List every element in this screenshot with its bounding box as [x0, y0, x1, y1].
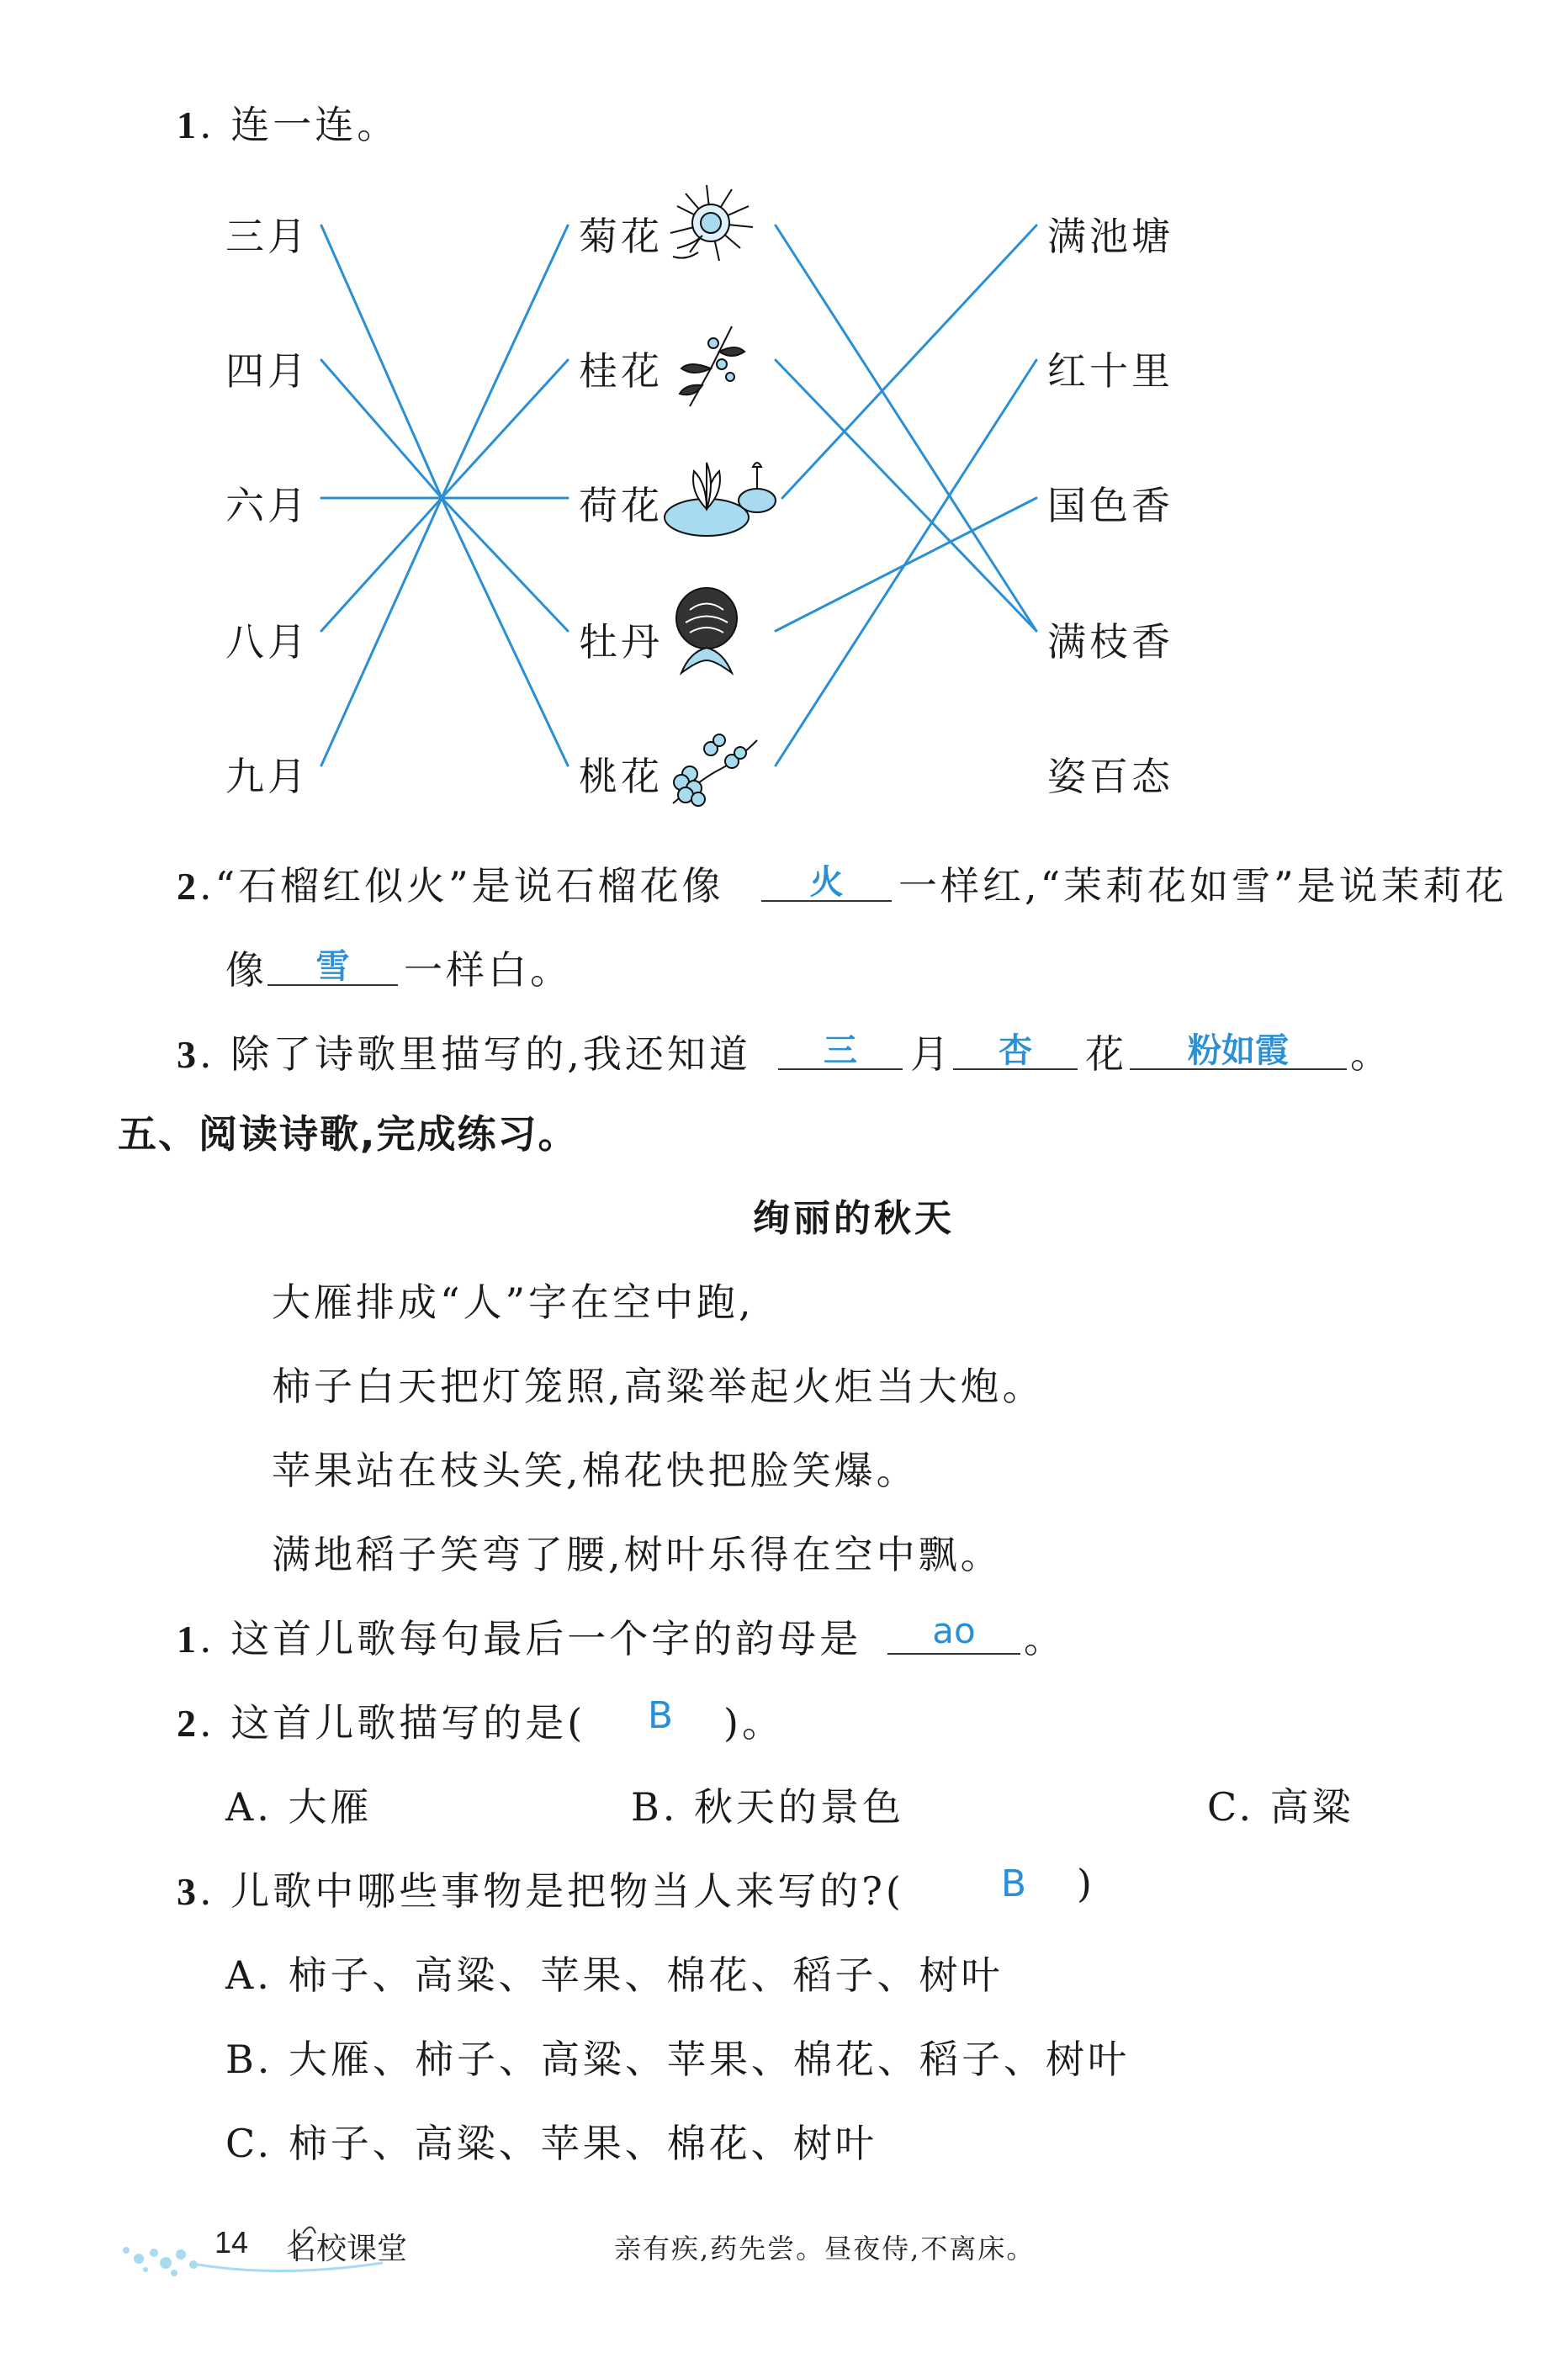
- q3-answer-1: 三: [824, 1031, 857, 1070]
- match-line: [321, 498, 442, 631]
- p5-q3-text: . 儿歌中哪些事物是把物当人来写的?(: [199, 1868, 904, 1914]
- match-line: [442, 225, 568, 498]
- q3-text-a: . 除了诗歌里描写的,我还知道: [199, 1031, 751, 1077]
- flower-label: 桂花: [579, 348, 663, 394]
- page-number: 14: [215, 2225, 249, 2260]
- match-line: [782, 225, 1036, 498]
- p5-q2-option-c[interactable]: C. 高粱: [1207, 1784, 1354, 1830]
- p5-q2-end: )。: [723, 1700, 784, 1746]
- match-line: [442, 360, 568, 498]
- q3-text-d: 。: [1350, 1031, 1392, 1077]
- footer-quote: 亲有疾,药先尝。昼夜侍,不离床。: [614, 2233, 1036, 2265]
- q2-answer-2: 雪: [315, 947, 350, 986]
- month-label: 八月: [225, 619, 310, 665]
- description-label: 姿百态: [1047, 754, 1173, 799]
- month-label: 三月: [225, 214, 310, 259]
- description-label: 红十里: [1047, 348, 1173, 394]
- description-label: 满池塘: [1047, 214, 1173, 259]
- flower-label: 菊花: [579, 214, 663, 259]
- p5-q3-end: ): [1077, 1861, 1095, 1906]
- description-label: 国色香: [1047, 483, 1173, 528]
- q3-text-c: 花: [1085, 1031, 1127, 1077]
- p5-q3-answer[interactable]: B: [1000, 1862, 1027, 1905]
- match-line: [442, 498, 568, 631]
- q3-answer-2: 杏: [999, 1031, 1032, 1070]
- p5-q1-answer: ao: [932, 1610, 976, 1651]
- q3-number: 3: [177, 1033, 199, 1076]
- footer-brand: 名校课堂: [286, 2232, 408, 2266]
- match-line: [776, 225, 1036, 631]
- p5-q3-option-c[interactable]: C. 柿子、高粱、苹果、棉花、树叶: [225, 2121, 877, 2166]
- p5-q2-answer[interactable]: B: [647, 1694, 674, 1737]
- p5-q3-line: [177, 1861, 904, 1916]
- p5-q3-number: 3: [177, 1870, 199, 1913]
- month-label: 四月: [225, 348, 310, 394]
- month-label: 九月: [225, 754, 310, 799]
- poem-line: 苹果站在枝头笑,棉花快把脸笑爆。: [272, 1448, 919, 1493]
- q3-answer-3: 粉如霞: [1188, 1031, 1289, 1070]
- description-label: 满枝香: [1047, 619, 1173, 665]
- q2-line1: [177, 856, 724, 911]
- p5-q3-option-b[interactable]: B. 大雁、柿子、高粱、苹果、棉花、稻子、树叶: [225, 2037, 1131, 2082]
- month-label: 六月: [225, 483, 310, 528]
- p5-q1-end: 。: [1024, 1616, 1066, 1661]
- q1-number: 1: [177, 103, 199, 146]
- q2-text-line2a: 像: [225, 947, 268, 993]
- poem-line: 满地稻子笑弯了腰,树叶乐得在空中飘。: [272, 1532, 1003, 1577]
- section-heading: 五、阅读诗歌,完成练习。: [118, 1111, 579, 1157]
- p5-q2-number: 2: [177, 1702, 199, 1745]
- match-line: [442, 498, 568, 766]
- p5-q1-number: 1: [177, 1618, 199, 1661]
- poem-line: 大雁排成“人”字在空中跑,: [272, 1280, 755, 1325]
- q2-text-line2b: 一样白。: [404, 947, 572, 993]
- p5-q2-line: [177, 1693, 585, 1748]
- q3-line: [177, 1024, 751, 1079]
- poem-line: 柿子白天把灯笼照,高粱举起火炬当大炮。: [272, 1364, 1045, 1409]
- q1-text: . 连一连。: [199, 102, 400, 147]
- q2-number: 2: [177, 865, 199, 908]
- flower-label: 荷花: [579, 483, 663, 528]
- match-line: [776, 360, 1036, 631]
- matching-lines: [0, 0, 1568, 841]
- q2-answer-1: 火: [809, 863, 844, 902]
- p5-q3-option-a[interactable]: A. 柿子、高粱、苹果、棉花、稻子、树叶: [225, 1952, 1004, 1998]
- p5-q1-text: . 这首儿歌每句最后一个字的韵母是: [199, 1616, 862, 1661]
- q3-text-b: 月: [910, 1031, 952, 1077]
- q2-text-a: .“石榴红似火”是说石榴花像: [199, 863, 724, 909]
- match-line: [321, 498, 442, 766]
- poem-title: 绚丽的秋天: [753, 1197, 955, 1240]
- p5-q1-line: [177, 1608, 861, 1664]
- q2-text-b: 一样红,“茉莉花如雪”是说茉莉花: [898, 863, 1507, 909]
- p5-q2-text: . 这首儿歌描写的是(: [199, 1700, 586, 1746]
- p5-q2-option-b[interactable]: B. 秋天的景色: [631, 1784, 905, 1830]
- match-line: [321, 225, 442, 498]
- match-line: [321, 360, 442, 498]
- flower-label: 牡丹: [579, 619, 663, 665]
- p5-q2-option-a[interactable]: A. 大雁: [225, 1784, 373, 1830]
- match-line: [776, 360, 1036, 766]
- flower-label: 桃花: [579, 754, 663, 799]
